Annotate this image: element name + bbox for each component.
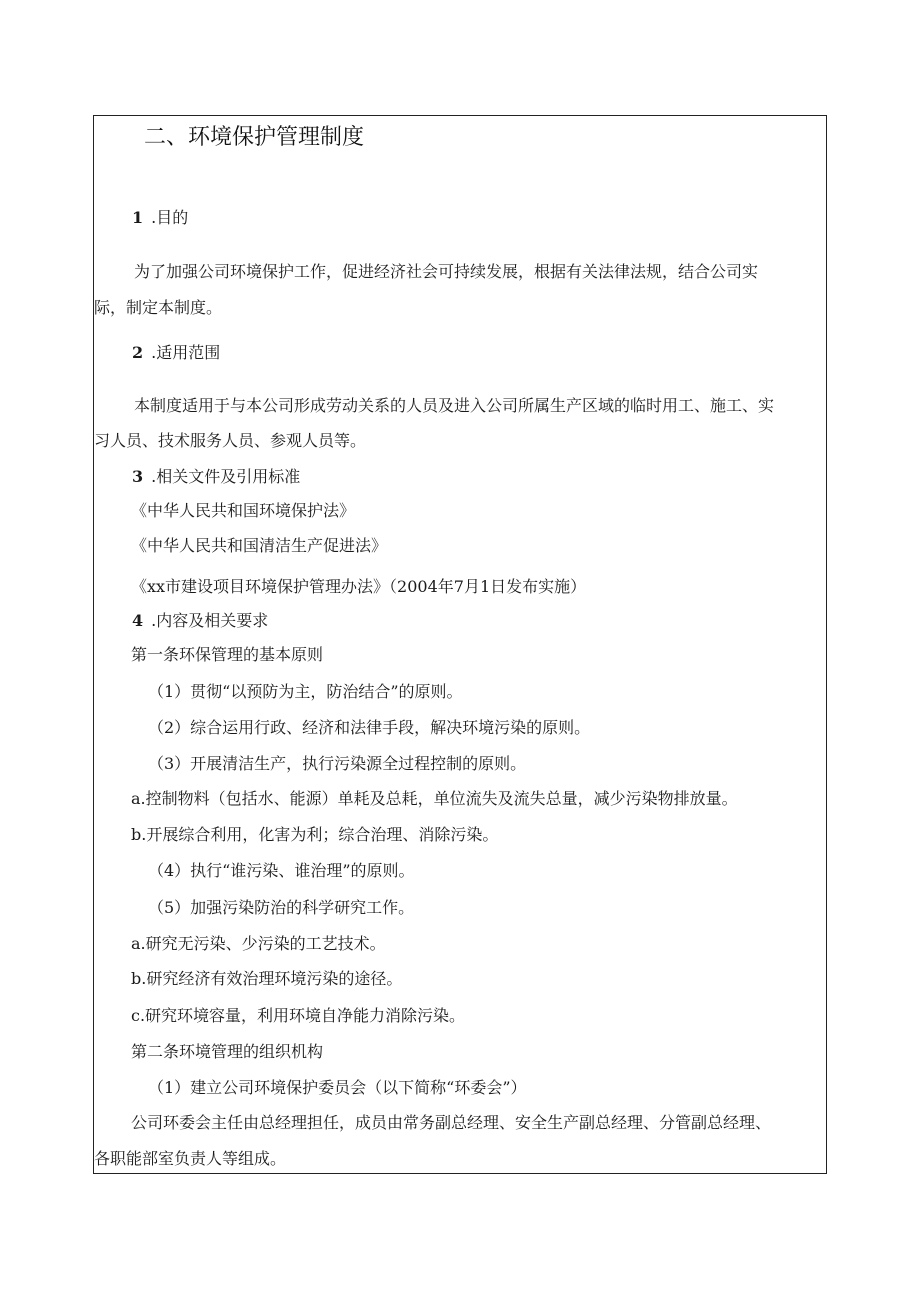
sub-item: a.研究无污染、少污染的工艺技术。 <box>131 934 386 953</box>
section-1-heading <box>132 208 188 228</box>
section-number: 1 <box>132 208 144 227</box>
section-2-heading <box>132 343 220 363</box>
section-heading-text: .相关文件及引用标准 <box>151 467 301 486</box>
list-item: （2）综合运用行政、经济和法律手段，解决环境污染的原则。 <box>148 718 591 737</box>
paragraph-line: 各职能部室负责人等组成。 <box>94 1149 287 1168</box>
list-item: （1）建立公司环境保护委员会（以下简称“环委会”） <box>148 1078 527 1097</box>
list-item: （1）贯彻“以预防为主，防治结合”的原则。 <box>148 682 463 701</box>
reference-line: 《中华人民共和国清洁生产促进法》 <box>131 536 388 555</box>
article-heading: 第二条环境管理的组织机构 <box>131 1042 324 1061</box>
paragraph-line: 际，制定本制度。 <box>94 298 223 317</box>
section-heading-text: .目的 <box>151 208 189 227</box>
list-item: （4）执行“谁污染、谁治理”的原则。 <box>148 861 415 880</box>
section-number: 4 <box>132 611 144 630</box>
article-heading: 第一条环保管理的基本原则 <box>131 645 324 664</box>
section-3-heading <box>132 467 300 487</box>
section-heading-text: .适用范围 <box>151 343 221 362</box>
list-item: （3）开展清洁生产，执行污染源全过程控制的原则。 <box>148 754 527 773</box>
paragraph-line: 为了加强公司环境保护工作，促进经济社会可持续发展，根据有关法律法规，结合公司实 <box>134 262 759 281</box>
section-4-heading <box>132 611 268 631</box>
section-number: 2 <box>132 343 144 362</box>
paragraph-line: 本制度适用于与本公司形成劳动关系的人员及进入公司所属生产区域的临时用工、施工、实 <box>134 396 775 415</box>
sub-item: c.研究环境容量，利用环境自净能力消除污染。 <box>131 1006 466 1025</box>
section-heading-text: .内容及相关要求 <box>151 611 269 630</box>
reference-line: 《中华人民共和国环境保护法》 <box>131 501 356 520</box>
paragraph-line: 习人员、技术服务人员、参观人员等。 <box>94 431 367 450</box>
sub-item: a.控制物料（包括水、能源）单耗及总耗，单位流失及流失总量，减少污染物排放量。 <box>131 789 738 808</box>
sub-item: b.研究经济有效治理环境污染的途径。 <box>131 969 403 988</box>
section-number: 3 <box>132 467 144 486</box>
sub-item: b.开展综合利用，化害为利；综合治理、消除污染。 <box>131 825 499 844</box>
list-item: （5）加强污染防治的科学研究工作。 <box>148 898 415 917</box>
page-title: 二、环境保护管理制度 <box>144 125 365 150</box>
paragraph-line: 公司环委会主任由总经理担任，成员由常务副总经理、安全生产副总经理、分管副总经理、 <box>131 1113 772 1132</box>
reference-line: 《xx市建设项目环境保护管理办法》（2004年7月1日发布实施） <box>131 577 587 596</box>
